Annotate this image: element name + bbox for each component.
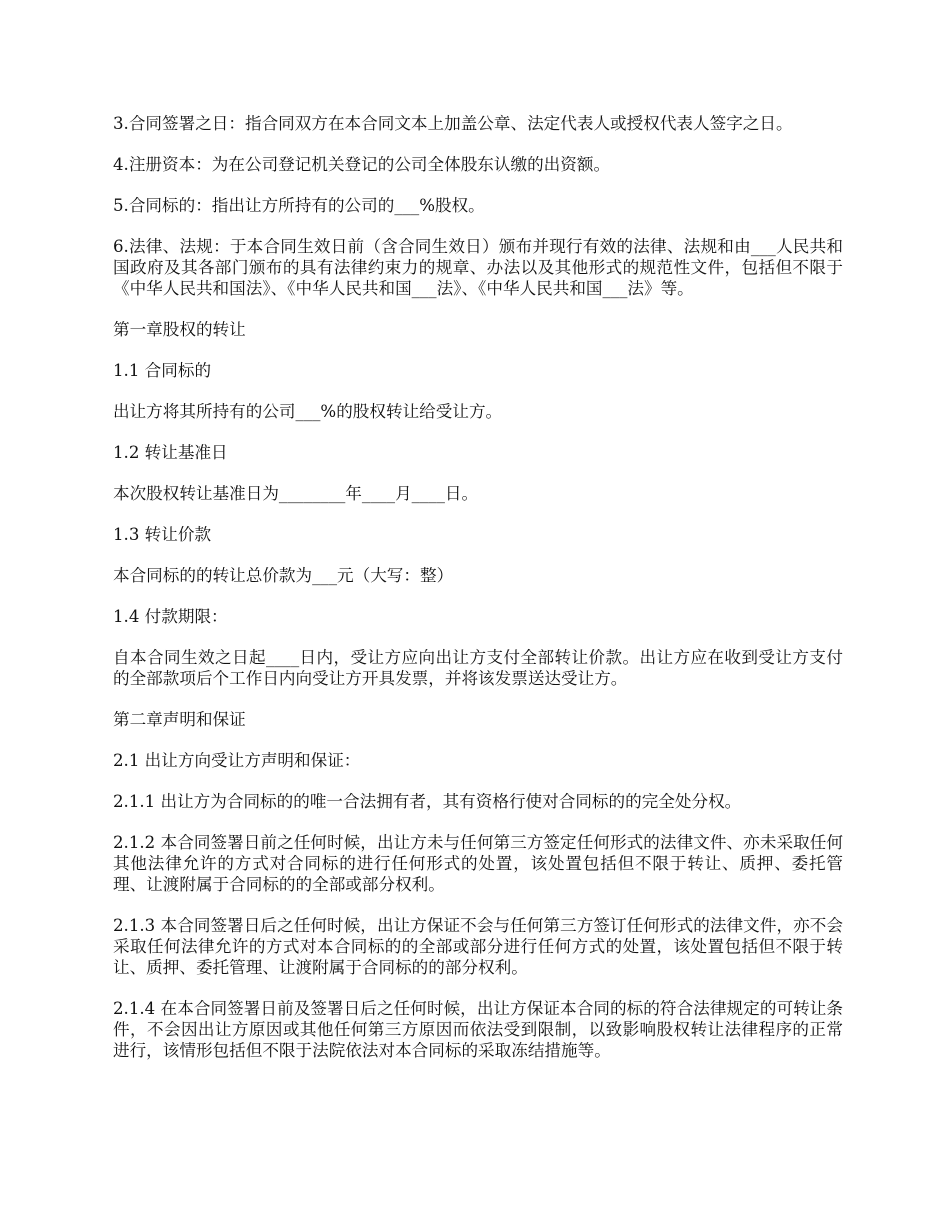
section-1-3-text: 本合同标的的转让总价款为___元（大写：整） (113, 566, 454, 585)
section-1-2-heading: 1.2 转让基准日 (113, 443, 228, 462)
section-1-3-heading: 1.3 转让价款 (113, 525, 212, 544)
definition-registered-capital: 4.注册资本：为在公司登记机关登记的公司全体股东认缴的出资额。 (113, 155, 611, 174)
chapter-1-heading: 第一章股权的转让 (113, 320, 246, 339)
definition-contract-subject: 5.合同标的：指出让方所持有的公司的___%股权。 (113, 196, 485, 215)
definition-signing-date: 3.合同签署之日：指合同双方在本合同文本上加盖公章、法定代表人或授权代表人签字之日。 (113, 114, 793, 133)
clause-2-1-4: 2.1.4 在本合同签署日前及签署日后之任何时候，出让方保证本合同的标的符合法律规定的可转让条件，不会因出让方原因或其他任何第三方原因而依法受到限制，以致影响股权转让法律程序的正常进行，该情形包括但不限于法院依法对本合同标的采取冻结措施等。 (113, 999, 843, 1060)
section-1-1-text: 出让方将其所持有的公司___%的股权转让给受让方。 (113, 402, 503, 421)
chapter-2-heading: 第二章声明和保证 (113, 710, 246, 729)
clause-2-1-3: 2.1.3 本合同签署日后之任何时候，出让方保证不会与任何第三方签订任何形式的法律文件，亦不会采取任何法律允许的方式对本合同标的的全部或部分进行任何方式的处置，该处置包括但不限于转让、质押、委托管理、让渡附属于合同标的的部分权利。 (113, 916, 843, 977)
definition-laws-regulations: 6.法律、法规：于本合同生效日前（含合同生效日）颁布并现行有效的法律、法规和由___人民共和国政府及其各部门颁布的具有法律约束力的规章、办法以及其他形式的规范性文件，包括但不限于《中华人民共和国法》、《中华人民共和国___法》、《中华人民共和国___法》等。 (113, 237, 843, 298)
section-1-4-text: 自本合同生效之日起____日内，受让方应向出让方支付全部转让价款。出让方应在收到受让方支付的全部款项后个工作日内向受让方开具发票，并将该发票送达受让方。 (113, 648, 843, 688)
clause-2-1-2: 2.1.2 本合同签署日前之任何时候，出让方未与任何第三方签定任何形式的法律文件、亦未采取任何其他法律允许的方式对合同标的进行任何形式的处置，该处置包括但不限于转让、质押、委托管理、让渡附属于合同标的的全部或部分权利。 (113, 833, 843, 894)
section-1-2-text: 本次股权转让基准日为________年____月____日。 (113, 484, 479, 503)
document-page (113, 113, 843, 1081)
clause-2-1-1: 2.1.1 出让方为合同标的的唯一合法拥有者，其有资格行使对合同标的的完全处分权。 (113, 792, 742, 811)
section-1-4-heading: 1.4 付款期限： (113, 607, 228, 626)
section-1-1-heading: 1.1 合同标的 (113, 361, 212, 380)
section-2-1-heading: 2.1 出让方向受让方声明和保证： (113, 751, 361, 770)
